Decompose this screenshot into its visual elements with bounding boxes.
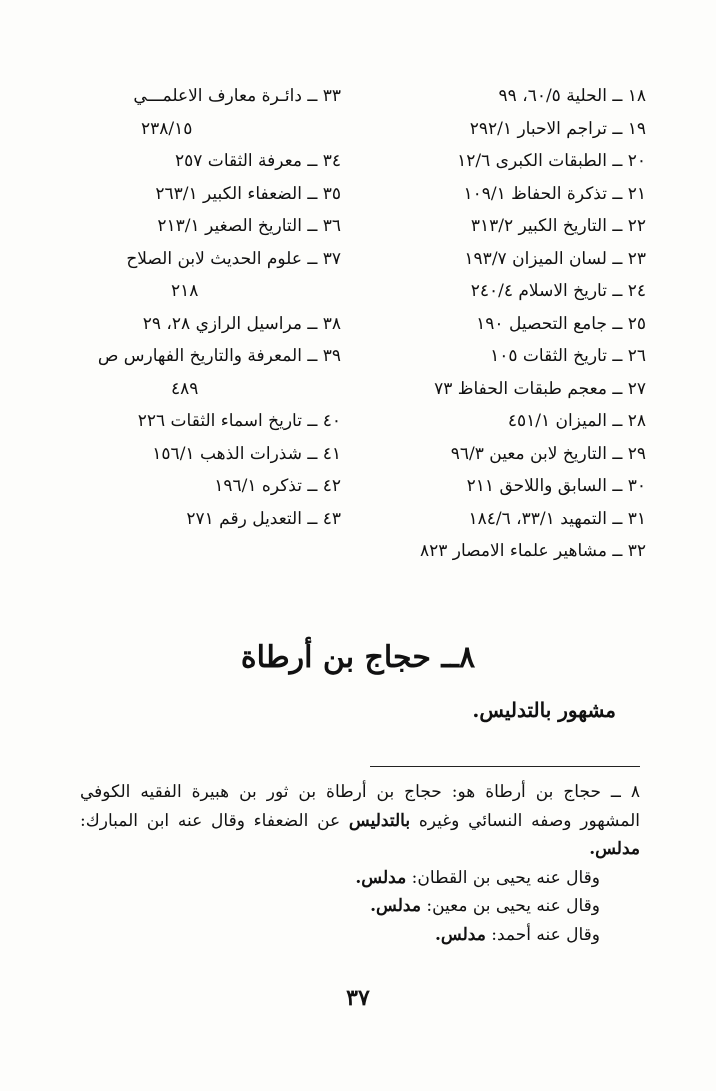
reference-item-continuation: ٢٣٨/١٥ xyxy=(141,118,193,139)
footnote-divider xyxy=(370,766,640,767)
reference-item-continuation: ٤٨٩ xyxy=(171,378,199,399)
section-heading: ٨ــ حجاج بن أرطاة xyxy=(240,640,476,675)
reference-item: ٢٠ ــ الطبقات الكبرى ١٢/٦ xyxy=(457,151,646,171)
reference-item: ٣٦ ــ التاريخ الصغير ٢١٣/١ xyxy=(157,216,341,236)
footnote-bold-term: مدلس. xyxy=(370,896,421,916)
footnote-text: وقال عنه أحمد: xyxy=(485,924,600,945)
footnote-text: وقال عنه يحيى بن معين: xyxy=(420,896,600,916)
footnote-bold-term: مدلس. xyxy=(589,839,640,859)
reference-item: ٢٨ ــ الميزان ٤٥١/١ xyxy=(507,411,646,431)
footnote-text: ٨ ــ حجاج بن أرطاة هو: حجاج بن أرطاة بن ثور بن هبيرة الفقيه الكوفي المشهور وصفه النسائي وغيره xyxy=(80,782,640,831)
reference-item: ٣٥ ــ الضعفاء الكبير ٢٦٣/١ xyxy=(155,183,341,204)
reference-item: ١٩ ــ تراجم الاحبار ٢٩٢/١ xyxy=(469,118,646,139)
footnote-paragraph xyxy=(80,778,640,864)
reference-item: ٢٩ ــ التاريخ لابن معين ٩٦/٣ xyxy=(450,443,646,464)
footnote-bold-term: مدلس. xyxy=(355,867,407,888)
reference-item: ٣٤ ــ معرفة الثقات ٢٥٧ xyxy=(175,151,341,171)
reference-item: ٤٢ ــ تذكره ١٩٦/١ xyxy=(214,476,341,496)
reference-item: ٢٣ ــ لسان الميزان ١٩٣/٧ xyxy=(464,248,646,269)
reference-item: ١٨ ــ الحلية ٦٠/٥، ٩٩ xyxy=(498,86,646,106)
reference-item: ٢٥ ــ جامع التحصيل ١٩٠ xyxy=(476,313,646,334)
footnote-bold-term: مدلس. xyxy=(435,924,486,945)
references-column-right xyxy=(376,80,646,568)
reference-item: ٢٤ ــ تاريخ الاسلام ٢٤٠/٤ xyxy=(470,281,646,301)
reference-item-continuation: ٢١٨ xyxy=(171,281,199,301)
reference-item: ٣٢ ــ مشاهير علماء الامصار ٨٢٣ xyxy=(419,541,646,561)
reference-item: ٤٠ ــ تاريخ اسماء الثقات ٢٢٦ xyxy=(137,411,341,431)
footnote-bold-term: بالتدليس xyxy=(348,810,411,831)
reference-item: ٣٩ ــ المعرفة والتاريخ الفهارس ص xyxy=(97,346,341,366)
reference-item: ٢٢ ــ التاريخ الكبير ٣١٣/٢ xyxy=(470,216,646,236)
footnote-line xyxy=(80,864,640,893)
page-number: ٣٧ xyxy=(346,985,370,1011)
reference-item: ٣١ ــ التمهيد ٣٣/١، ١٨٤/٦ xyxy=(468,508,646,529)
reference-item: ٤١ ــ شذرات الذهب ١٥٦/١ xyxy=(152,443,341,464)
footnote xyxy=(80,778,640,949)
reference-item: ٣٠ ــ السابق واللاحق ٢١١ xyxy=(466,476,646,496)
footnote-line xyxy=(80,892,640,921)
reference-item: ٢٦ ــ تاريخ الثقات ١٠٥ xyxy=(490,346,646,366)
references-column-left xyxy=(71,80,341,535)
reference-item: ٣٣ ــ دائـرة معارف الاعلمـــي xyxy=(133,86,341,106)
reference-item: ٣٧ ــ علوم الحديث لابن الصلاح xyxy=(126,248,341,269)
footnote-text: وقال عنه يحيى بن القطان: xyxy=(406,867,600,888)
footnote-line xyxy=(80,921,640,950)
reference-item: ٤٣ ــ التعديل رقم ٢٧١ xyxy=(186,508,341,529)
reference-item: ٣٨ ــ مراسيل الرازي ٢٨، ٢٩ xyxy=(142,313,341,334)
reference-item: ٢٧ ــ معجم طبقات الحفاظ ٧٣ xyxy=(434,378,646,399)
footnote-text: عن الضعفاء وقال عنه ابن المبارك: xyxy=(80,810,349,831)
reference-item: ٢١ ــ تذكرة الحفاظ ١٠٩/١ xyxy=(463,183,646,204)
section-subheading: مشهور بالتدليس. xyxy=(472,698,616,722)
